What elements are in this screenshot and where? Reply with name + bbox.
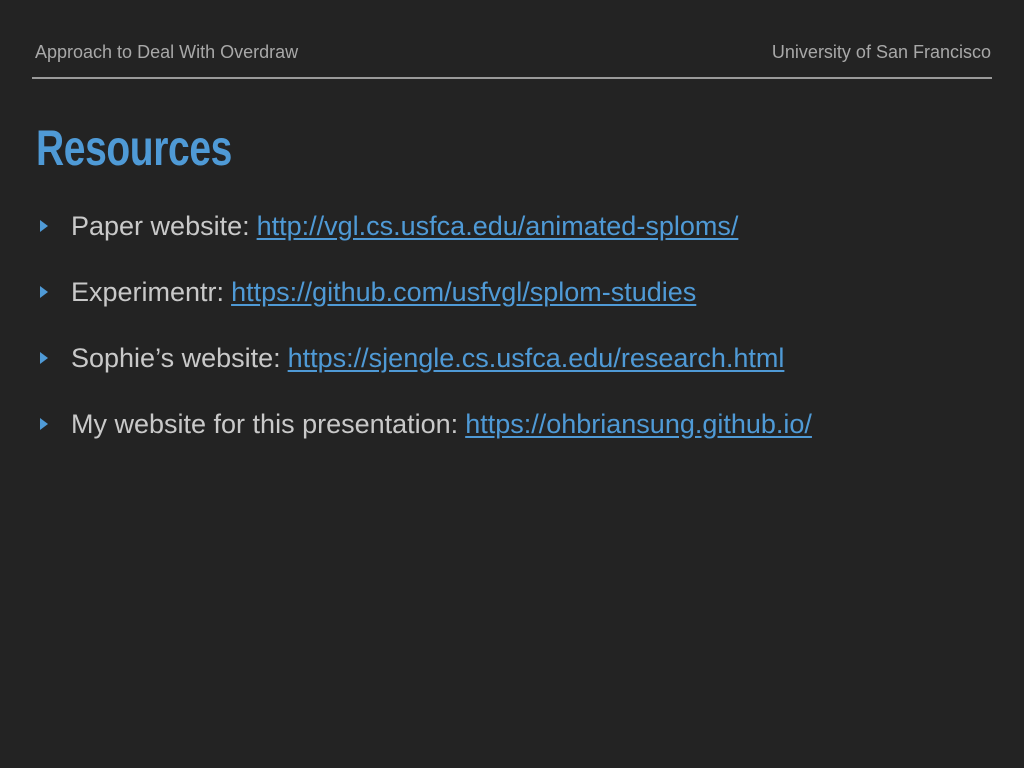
resource-list [36,206,812,470]
resource-label: Paper website: [71,210,250,241]
resource-label: Experimentr: [71,276,225,307]
list-item [36,404,812,444]
resource-link[interactable]: https://ohbriansung.github.io/ [465,408,812,439]
resource-label: My website for this presentation: [71,408,459,439]
triangle-right-icon [40,286,48,298]
slide-header-left: Approach to Deal With Overdraw [35,42,299,62]
header-divider [32,77,992,79]
triangle-right-icon [40,418,48,430]
resource-label: Sophie’s website: [71,342,281,373]
slide-title: Resources [36,120,232,176]
slide-header-right: University of San Francisco [771,42,991,62]
list-item [36,338,812,378]
resource-link[interactable]: http://vgl.cs.usfca.edu/animated-sploms/ [256,210,739,241]
list-item [36,206,812,246]
triangle-right-icon [40,352,48,364]
resource-link[interactable]: https://github.com/usfvgl/splom-studies [231,276,697,307]
triangle-right-icon [40,220,48,232]
resource-link[interactable]: https://sjengle.cs.usfca.edu/research.html [287,342,785,373]
list-item [36,272,812,312]
